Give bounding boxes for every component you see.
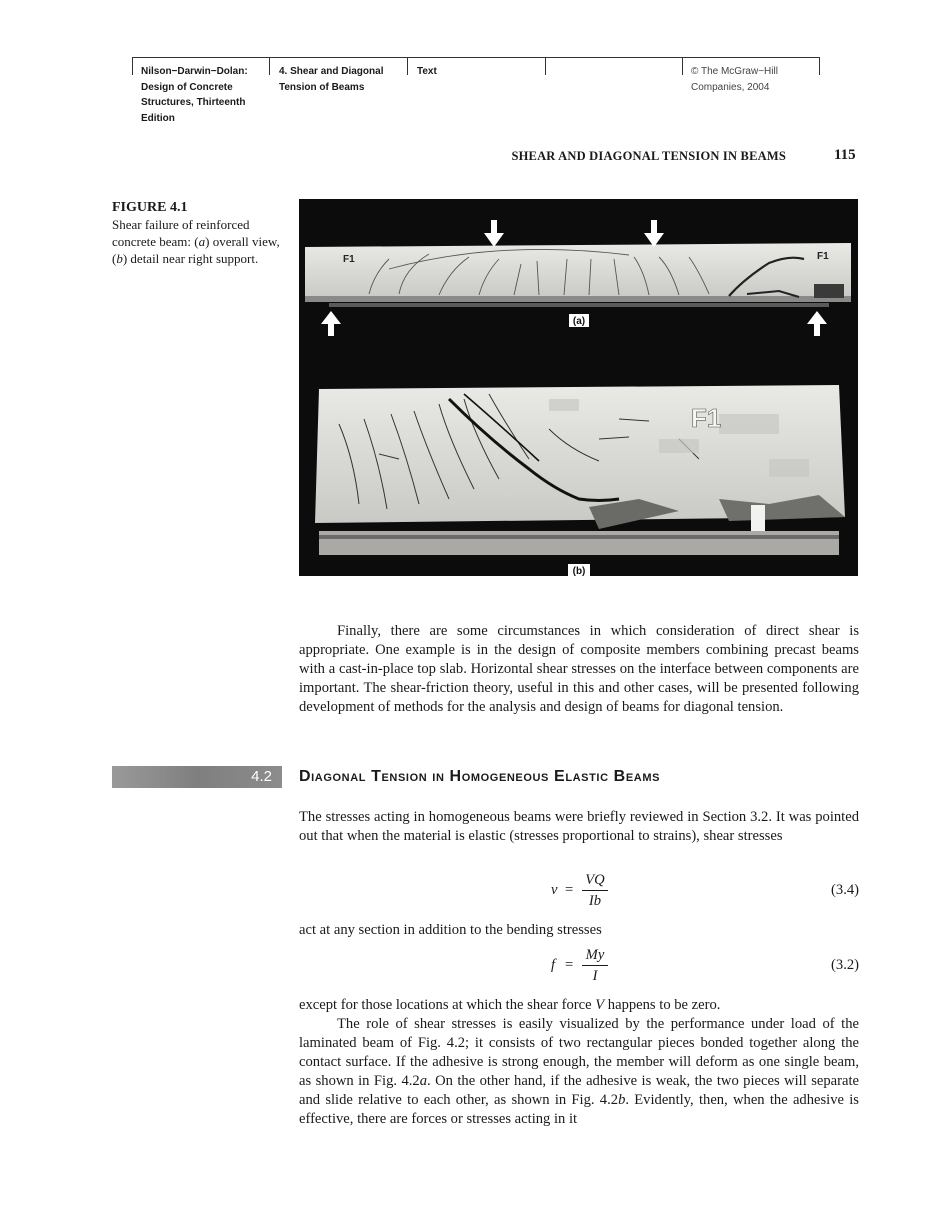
label-a: (a) xyxy=(572,316,586,327)
paragraph-1: Finally, there are some circumstances in which consideration of direct shear is appropriate. One example is in the design of composite members combining precast beams with a cast-in-place top slab. Horizontal shear stresses on the interface between components are important. The shear-friction theory, useful in this and other cases, will be presented following development of methods for the analysis and design of beams for diagonal tension. xyxy=(299,623,859,715)
equation-3-2 xyxy=(299,947,859,987)
equation-lhs: v xyxy=(551,882,558,898)
paragraph-4-body: The role of shear stresses is easily visualized by the performance under load of the laminated beam of Fig. 4.2; it consists of two rectangular pieces bonded together along the contact surface. If the adhesive is strong enough, the member will deform as one single beam, as shown in Fig. 4.2a. On the other hand, if the adhesive is weak, the two pieces will separate and slide relative to each other, as shown in Fig. 4.2b. Evidently, then, when the adhesive is effective, there are forces or stresses acting in it xyxy=(299,1016,859,1127)
paragraph-4 xyxy=(299,996,859,1129)
equation-denominator: Ib xyxy=(588,893,602,909)
header-authors: Nilson−Darwin−Dolan: xyxy=(141,66,248,77)
header-book-title: Edition xyxy=(141,112,175,124)
detail-mark: F1 xyxy=(691,403,722,433)
paragraph-2: The stresses acting in homogeneous beams were briefly reviewed in Section 3.2. It was pointed out that when the material is elastic (stresses proportional to strains), shear stresses xyxy=(299,809,859,844)
equation-fraction xyxy=(582,872,608,910)
equation-equals: = xyxy=(565,957,574,973)
section-number-bar xyxy=(112,766,282,788)
header-copyright-line: © The McGraw−Hill xyxy=(691,66,778,77)
header-chapter: Tension of Beams xyxy=(279,81,365,93)
paragraph-3: act at any section in addition to the bending stresses xyxy=(299,922,602,938)
fraction-bar xyxy=(582,965,608,966)
figure-caption: FIGURE 4.1 Shear failure of reinforced concrete beam: (a) overall view, (b) detail near right support. xyxy=(112,199,282,267)
equation-lhs: f xyxy=(551,957,556,973)
section-title: Diagonal Tension in Homogeneous Elastic Beams xyxy=(299,768,661,785)
header-divider xyxy=(682,57,683,75)
equation-tag: (3.2) xyxy=(831,957,859,973)
equation-tag: (3.4) xyxy=(831,882,859,898)
running-head: SHEAR AND DIAGONAL TENSION IN BEAMS xyxy=(511,149,786,163)
beam-mark-right: F1 xyxy=(817,251,829,262)
label-b: (b) xyxy=(572,566,586,576)
header-copyright-line: Companies, 2004 xyxy=(691,81,770,93)
page-number: 115 xyxy=(834,147,856,163)
beam-overall-view xyxy=(305,243,851,307)
equation-equals: = xyxy=(565,882,574,898)
header-copyright xyxy=(691,64,778,95)
header-chapter: 4. Shear and Diagonal xyxy=(279,66,384,77)
header-section-type: Text xyxy=(417,66,437,77)
figure-title: FIGURE 4.1 xyxy=(112,200,188,215)
equation-fraction xyxy=(582,947,608,985)
equation-numerator: My xyxy=(585,947,605,963)
header-book-info xyxy=(141,64,248,126)
equation-numerator: VQ xyxy=(585,872,605,888)
equation-3-4 xyxy=(299,872,859,912)
header-divider xyxy=(132,57,133,75)
header-book-title: Design of Concrete xyxy=(141,81,233,93)
header-book-title: Structures, Thirteenth xyxy=(141,97,246,108)
section-number: 4.2 xyxy=(251,768,272,785)
header-divider xyxy=(545,57,546,75)
equation-denominator: I xyxy=(592,968,598,984)
beam-mark-left: F1 xyxy=(343,254,355,265)
paragraph-4-first-line: except for those locations at which the shear force V happens to be zero. xyxy=(299,997,721,1013)
header-rule xyxy=(132,57,820,58)
figure-photo xyxy=(299,199,858,576)
header-divider xyxy=(407,57,408,75)
header-chapter-info xyxy=(279,64,383,95)
fraction-bar xyxy=(582,890,608,891)
header-divider xyxy=(819,57,820,75)
header-divider xyxy=(269,57,270,75)
